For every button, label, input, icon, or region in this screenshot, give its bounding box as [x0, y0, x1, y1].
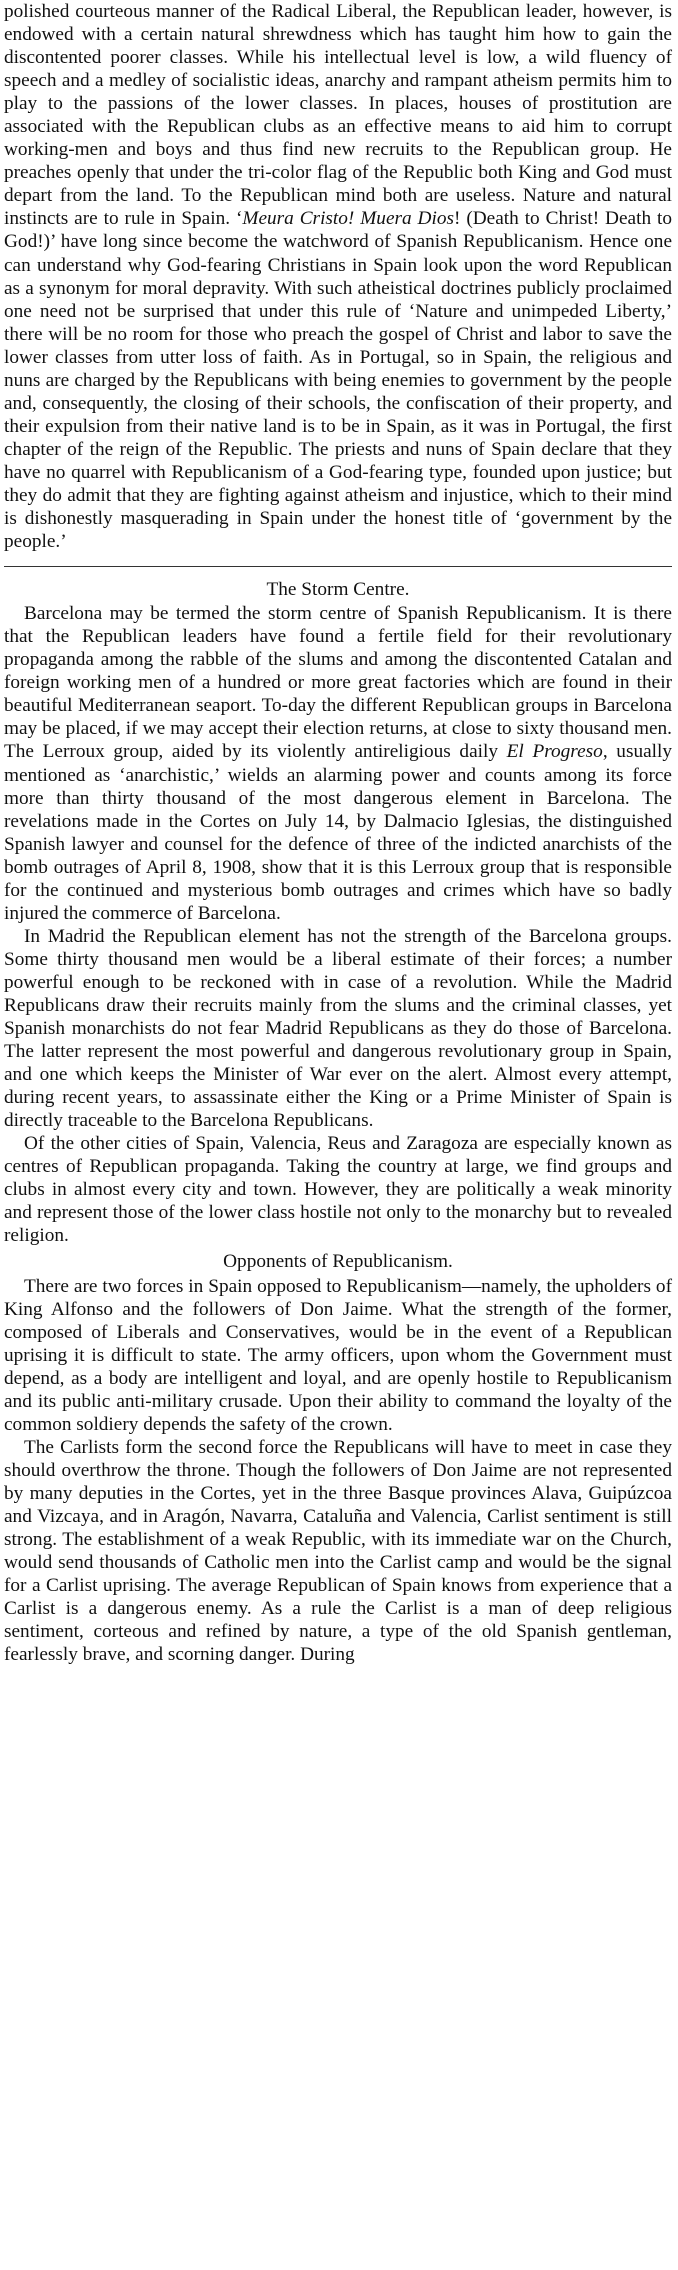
paragraph-text: Barcelona may be termed the storm centre of Spanish Republicanism. It is there that the Republican leaders have found a fertile field for their revolutionary propaganda among the rabble of the slums and among the discontented Catalan and foreign working men of a hundred or more great factories which are found in their beautiful Mediterranean seaport. To-day the different Republican groups in Barcelona may be placed, if we may accept their election returns, at close to sixty thousand men. The Lerroux group, aided by its violently antireligious daily [4, 603, 672, 763]
newspaper-title: El Progreso [506, 741, 603, 763]
section-heading-opponents: Opponents of Republicanism. [223, 1251, 453, 1273]
quote-open: ‘ [230, 208, 243, 230]
paragraph-two-forces: There are two forces in Spain opposed to Republicanism—namely, the upholders of King Alfonso and the followers of Don Jaime. What the strength of the former, composed of Liberals and Conservatives, would be in the event of a Republican uprising it is difficult to state. The army officers, upon whom the Government must depend, as a body are intelligent and loyal, and are openly hostile to Republicanism and its public anti-military crusade. Upon their ability to command the loyalty of the common soldiery depends the safety of the crown. [4, 1275, 672, 1435]
paragraph-madrid: In Madrid the Republican element has not the strength of the Barcelona groups. Some thirty thousand men would be a liberal estimate of their forces; a number powerful enough to be reckoned with in case of a revolution. While the Madrid Republicans draw their recruits mainly from the slums and the criminal classes, yet Spanish monarchists do not fear Madrid Republicans as they do those of Barcelona. The latter represent the most powerful and dangerous revolutionary group in Spain, and one which keeps the Minister of War ever on the alert. Almost every attempt, during recent years, to assassinate either the King or a Prime Minister of Spain is directly traceable to the Barcelona Republicans. [4, 925, 672, 1132]
paragraph-barcelona [4, 602, 672, 925]
paragraph-carlists: The Carlists form the second force the Republicans will have to meet in case they should overthrow the throne. Though the followers of Don Jaime are not represented by many deputies in the Cortes, yet in the three Basque provinces Alava, Guipúzcoa and Vizcaya, and in Aragón, Navarra, Cataluña and Valencia, Carlist sentiment is still strong. The establishment of a weak Republic, with its immediate war on the Church, would send thousands of Catholic men into the Carlist camp and would be the signal for a Carlist uprising. The average Republican of Spain knows from experience that a Carlist is a dangerous enemy. As a rule the Carlist is a man of deep religious sentiment, corteous and refined by nature, a type of the old Spanish gentleman, fearlessly brave, and scorning danger. During [4, 1436, 672, 1666]
section-heading-storm-centre: The Storm Centre. [266, 579, 410, 601]
section-divider [4, 566, 672, 567]
paragraph-text-continued: ! (Death to Christ! Death to God!)’ have long since become the watchword of Spanish Republicanism. Hence one can understand why God-fearing Christians in Spain look upon the word Republican as a synonym for moral depravity. With such atheistical doctrines publicly proclaimed one need not be surprised that under this rule of ‘Nature and unimpeded Liberty,’ there will be no room for those who preach the gospel of Christ and labor to save the lower classes from utter loss of faith. As in Portugal, so in Spain, the religious and nuns are charged by the Republicans with being enemies to government by the people and, consequently, the closing of their schools, the confiscation of their property, and their expulsion from their native land is to be in Spain, as it was in Portugal, the first chapter of the reign of the Republic. The priests and nuns of Spain declare that they have no quarrel with Republicanism of a God-fearing type, founded upon justice; but they do admit that they are fighting against atheism and injustice, which to their mind is dishonestly masquerading in Spain under the honest title of ‘government by the people.’ [4, 208, 673, 553]
spanish-watchword: Meura Cristo! Muera Dios [242, 208, 454, 230]
paragraph-republican-leader [4, 0, 672, 553]
paragraph-text: polished courteous manner of the Radical Liberal, the Republican leader, however, is endowed with a certain natural shrewdness which has taught him how to gain the discontented poorer classes. While his intellectual level is low, a wild fluency of speech and a medley of socialistic ideas, anarchy and rampant atheism permits him to play to the passions of the lower classes. In places, houses of prostitution are associated with the Republican clubs as an effective means to aid him to corrupt working-men and boys and thus find new recruits to the Republican group. He preaches openly that under the tri-color flag of the Republic both King and God must depart from the land. To the Republican mind both are useless. Nature and natural instincts are to rule in Spain. [4, 1, 672, 230]
paragraph-text-continued: , usually mentioned as ‘anarchistic,’ wields an alarming power and counts among its force more than thirty thousand of the most dangerous element in Barcelona. The revelations made in the Cortes on July 14, by Dalmacio Iglesias, the distinguished Spanish lawyer and counsel for the defence of three of the indicted anarchists of the bomb outrages of April 8, 1908, show that it is this Lerroux group that is responsible for the continued and mysterious bomb outrages and crimes which have so badly injured the commerce of Barcelona. [4, 741, 672, 924]
paragraph-other-cities: Of the other cities of Spain, Valencia, Reus and Zaragoza are especially known as centres of Republican propaganda. Taking the country at large, we find groups and clubs in almost every city and town. However, they are politically a weak minority and represent those of the lower class hostile not only to the monarchy but to revealed religion. [4, 1133, 672, 1247]
